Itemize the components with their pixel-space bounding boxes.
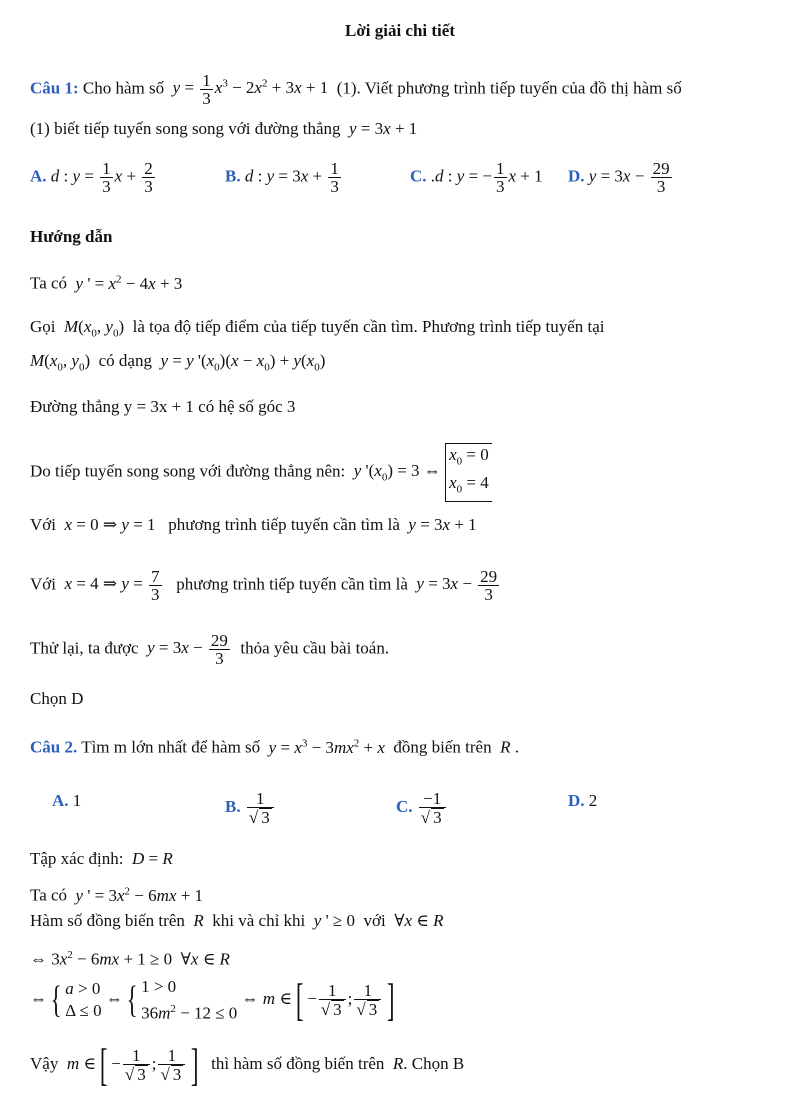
q1-s6a: Với <box>30 515 56 534</box>
q1-tangent-form: y = y '$(x_0)(x - x_0) + y(x_0)$ <box>160 351 326 374</box>
q1-s8b: thỏa yêu cầu bài toán. <box>240 638 390 658</box>
page-title: Lời giải chi tiết <box>345 21 455 40</box>
q1-verified: y = 3x − $\frac{29}{3}$ <box>147 631 228 668</box>
q1-s3: có dạng <box>98 351 152 370</box>
q1-option-d-label: D. <box>568 166 585 186</box>
q2-s2: Ta có <box>30 885 68 905</box>
q2-step-4: ⇔ $3x^2 - 6mx + 1 \ge 0$ ∀x ∈ R <box>30 949 230 969</box>
q2-s3c: với <box>363 911 386 930</box>
q2-step-1: Tập xác định: D = R <box>30 849 173 868</box>
q1-condition: y '$(x_0) = 3$ ⇔ $x_0 = 0$ $x_0 = 4$ <box>349 461 491 480</box>
guide-heading: Hướng dẫn <box>30 227 113 246</box>
q1-s7a: Với <box>30 574 56 594</box>
q2-step-5: ⇔{ a > 0 Δ ≤ 0 ⇔{ 1 > 0 $36m^2 - 12 \le 0$ ⇔ m ∈[ − $\frac{1}{√ 3}$ ; $\frac{1}{√ 3}$ ] <box>30 974 395 1026</box>
q1-point-2: $M(x_0$, $y_0$) <box>30 351 95 374</box>
q1-step-3 <box>30 350 325 378</box>
q2-step-2: Ta có y ' = $3x^2 - 6mx + 1$ <box>30 885 204 905</box>
q2-option-d-label: D. <box>568 791 585 810</box>
q1-text-b: (1). Viết phương trình tiếp tuyến của đồ thị hàm số <box>336 78 682 98</box>
q1-option-b: B. d : y = 3x + $\frac{1}{3}$ <box>225 159 339 196</box>
q1-case-2-result: y = 3x − $\frac{29}{3}$ <box>416 567 498 604</box>
q1-step-2 <box>30 316 780 344</box>
q2-option-d <box>568 790 597 812</box>
q2-option-c-label: C. <box>396 796 413 816</box>
q1-option-a-label: A. <box>30 166 47 186</box>
q2-s3a: Hàm số đồng biến trên <box>30 911 185 930</box>
q2-s7a: Vậy <box>30 1053 59 1073</box>
q1-point: $M(x_0$, $y_0$) <box>64 317 129 340</box>
q1-s2b: là tọa độ tiếp điểm của tiếp tuyến cần tìm. Phương trình tiếp tuyến tại <box>132 317 605 336</box>
q2-option-d-value: 2 <box>588 791 598 810</box>
q1-function: y = $\frac{1}{3}$ $x^3 - 2x^2 + 3x + 1$ <box>172 71 333 108</box>
q2-s3b: khi và chỉ khi <box>212 911 306 930</box>
q1-s5: Do tiếp tuyến song song với đường thẳng nên: <box>30 461 346 481</box>
question-2: Câu 2. Tìm m lớn nhất để hàm số $y = x^3 - 3mx^2 + x$ đồng biến trên R . <box>30 737 519 757</box>
q1-case-1: x = 0 ⇒ y = 1 <box>64 515 165 534</box>
q1-line-eq: y = 3x + 1 <box>349 119 418 138</box>
q1-option-b-label: B. <box>225 166 241 186</box>
q1-answer: Chọn D <box>30 689 84 708</box>
q2-option-b-label: B. <box>225 796 241 816</box>
q2-s7b: thì hàm số đồng biến trên <box>211 1053 385 1073</box>
q2-text-b: đồng biến trên <box>393 737 492 757</box>
q1-text-a: Cho hàm số <box>82 78 165 98</box>
q2-option-b: B. $\frac{1}{√ 3}$ <box>225 790 276 826</box>
q1-derivative <box>30 268 182 295</box>
q1-step-8 <box>30 632 389 667</box>
q1-step-5 <box>30 443 492 502</box>
question-1 <box>30 72 682 107</box>
q1-text-c: (1) biết tiếp tuyến song song với đường thẳng <box>30 119 341 138</box>
q1-s8a: Thử lại, ta được <box>30 638 139 658</box>
q1-step-7 <box>30 568 501 603</box>
question-1-label: Câu 1: <box>30 78 79 98</box>
q1-s2a: Gọi <box>30 317 56 336</box>
question-2-label: Câu 2. <box>30 737 78 757</box>
question-1-line-2 <box>30 118 417 140</box>
q2-option-c: C. $\frac{-1}{√ 3}$ <box>396 790 448 826</box>
q2-option-a <box>52 790 81 812</box>
q1-derivative-eq: y ' = $x^2 - 4x + 3$ <box>75 273 183 293</box>
q2-s7c: . Chọn B <box>403 1053 465 1073</box>
q1-step-4: Đường thẳng y = 3x + 1 có hệ số góc 3 <box>30 397 296 416</box>
q1-case-2: x = 4 ⇒ y = $\frac{7}{3}$ <box>64 567 160 604</box>
q1-option-c: C. .d : y = − $\frac{1}{3}$ x + 1 <box>410 159 543 196</box>
q1-s6b: phương trình tiếp tuyến cần tìm là <box>168 515 400 534</box>
q2-function: $y = x^3 - 3mx^2 + x$ <box>268 737 385 757</box>
q1-option-a: A. d : y = $\frac{1}{3}$ x + $\frac{2}{3}$ <box>30 159 153 196</box>
q1-s1: Ta có <box>30 273 68 293</box>
q2-conclusion: Vậy m ∈[ − $\frac{1}{√ 3}$ ; $\frac{1}{√ 3}$ ] thì hàm số đồng biến trên R. Chọn B <box>30 1039 465 1090</box>
q2-s1: Tập xác định: <box>30 849 124 868</box>
q1-option-c-label: C. <box>410 166 427 186</box>
q1-step-6 <box>30 514 477 536</box>
q1-option-d: D. y = 3x − $\frac{29}{3}$ <box>568 159 670 196</box>
q2-text-a: Tìm m lớn nhất để hàm số <box>81 737 261 757</box>
q1-case-1-result: y = 3x + 1 <box>408 515 477 534</box>
q2-option-a-value: 1 <box>72 791 82 810</box>
q1-s7b: phương trình tiếp tuyến cần tìm là <box>176 574 408 594</box>
q2-option-a-label: A. <box>52 791 69 810</box>
q2-step-3: Hàm số đồng biến trên R khi và chỉ khi y ' ≥ 0 với ∀x ∈ R <box>30 911 444 930</box>
